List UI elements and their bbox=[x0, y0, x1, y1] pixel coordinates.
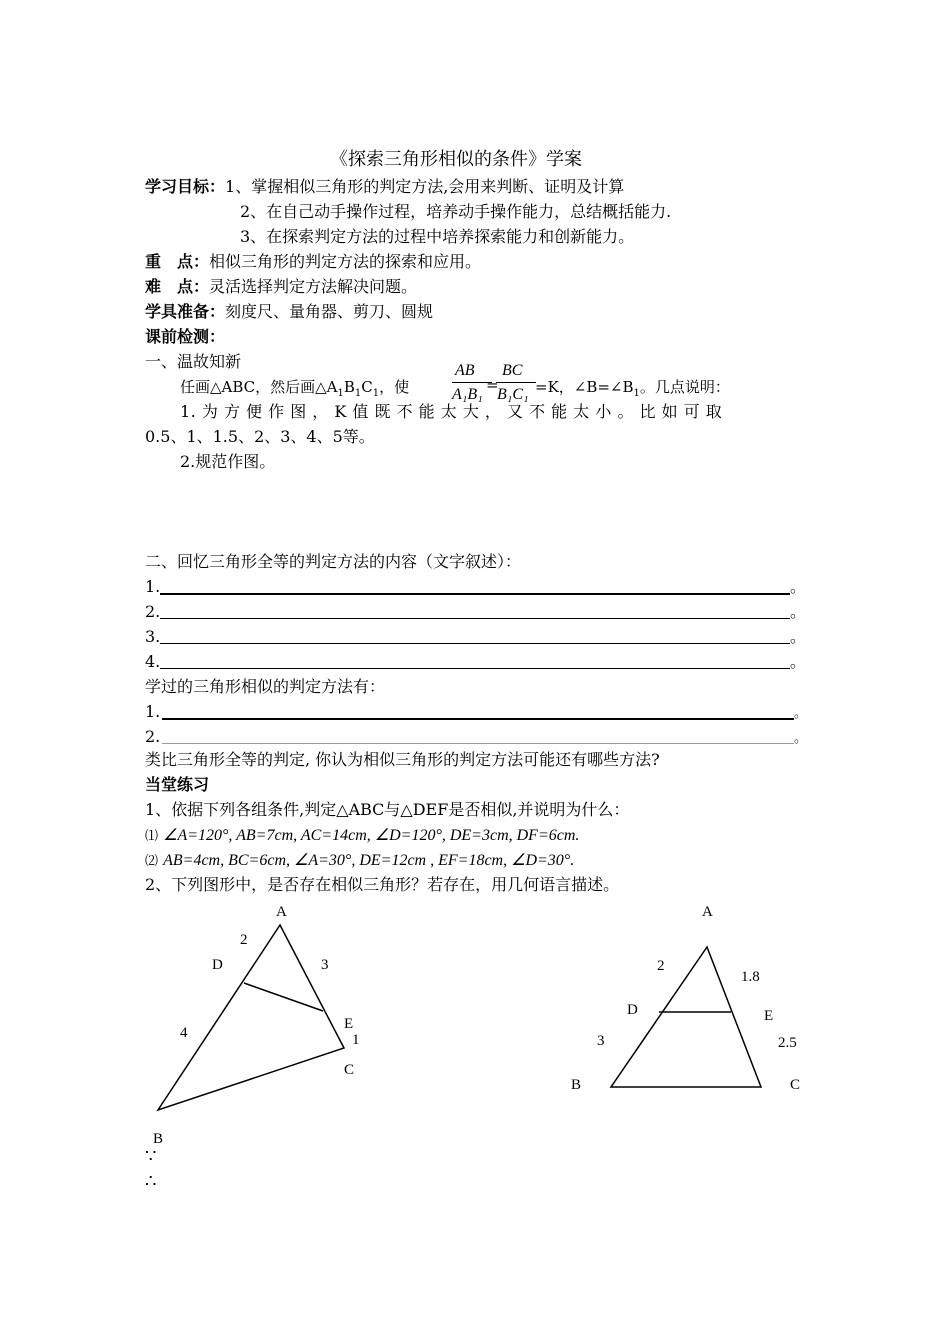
task-mid: ，使 bbox=[379, 378, 410, 396]
similar-heading: 学过的三角形相似的判定方法有： bbox=[145, 677, 386, 696]
frac1-den: A₁B₁ bbox=[452, 386, 483, 403]
frac-eq: = bbox=[486, 376, 499, 394]
fig2-label-ad: 2 bbox=[657, 958, 665, 974]
q1-1-text: ∠A=120°, AB=7cm, AC=14cm, ∠D=120°, DE=3cm, DF=6cm. bbox=[163, 827, 580, 844]
frac2-den: B₁C₁ bbox=[497, 386, 529, 403]
page-title: 《探索三角形相似的条件》学案 bbox=[330, 149, 582, 170]
review-heading: 一、温故知新 bbox=[145, 352, 242, 371]
q1-1-num: ⑴ bbox=[145, 829, 159, 844]
similar-period-1: 。 bbox=[794, 706, 808, 721]
congruence-item-1: 1. bbox=[145, 577, 161, 596]
period-2: 。 bbox=[790, 602, 807, 621]
tools-text: 刻度尺、量角器、剪刀、圆规 bbox=[225, 302, 434, 321]
congruence-item-4: 4. bbox=[145, 652, 161, 671]
therefore-symbol: ∴ bbox=[145, 1171, 157, 1192]
note1-line-b: 0.5、1、1.5、2、3、4、5等。 bbox=[145, 427, 375, 446]
practice-q1: 1、依据下列各组条件,判定△ABC与△DEF是否相似,并说明为什么： bbox=[145, 800, 630, 819]
fig2-label-a: A bbox=[702, 904, 713, 920]
fig1-label-b: B bbox=[153, 1131, 164, 1147]
goals-label: 学习目标： bbox=[145, 177, 226, 196]
because-symbol: ∵ bbox=[145, 1146, 157, 1167]
fig1-label-d: D bbox=[212, 957, 223, 973]
similar-item-2: 2. bbox=[145, 727, 161, 746]
difficulty-text: 灵活选择判定方法解决问题。 bbox=[209, 277, 418, 296]
task-end: 。几点说明： bbox=[639, 378, 730, 396]
frac2-num: BC bbox=[502, 362, 523, 379]
fig1-label-ec: 1 bbox=[352, 1032, 360, 1048]
goal-item-1: 1、掌握相似三角形的判定方法,会用来判断、证明及计算 bbox=[225, 177, 625, 196]
fig2-label-ae: 1.8 bbox=[741, 969, 760, 985]
fig2-label-ec: 2.5 bbox=[778, 1035, 797, 1051]
sub-b2: 1 bbox=[633, 388, 640, 399]
task-pre: 任画△ABC，然后画△A bbox=[180, 378, 338, 396]
q1-2-num: ⑵ bbox=[145, 854, 159, 869]
fig2-label-c: C bbox=[790, 1077, 801, 1093]
fig2-label-d: D bbox=[627, 1002, 638, 1018]
tools-label: 学具准备： bbox=[145, 302, 226, 321]
figure-1 bbox=[158, 925, 344, 1110]
fig1-label-db: 4 bbox=[180, 1025, 188, 1041]
fig2-label-b: B bbox=[571, 1077, 582, 1093]
similar-period-2: 。 bbox=[794, 731, 808, 746]
segment-de-1 bbox=[244, 983, 323, 1011]
key-point-label: 重 点： bbox=[145, 252, 210, 271]
b-letter: B bbox=[343, 378, 355, 396]
practice-q2: 2、下列图形中，是否存在相似三角形？若存在，用几何语言描述。 bbox=[145, 875, 620, 894]
fig1-label-e: E bbox=[344, 1016, 354, 1032]
fig1-label-a: A bbox=[276, 904, 287, 920]
practice-label: 当堂练习 bbox=[145, 775, 210, 794]
note2: 2.规范作图。 bbox=[180, 452, 276, 471]
fig1-label-c: C bbox=[344, 1062, 355, 1078]
difficulty-label: 难 点： bbox=[145, 277, 210, 296]
fig1-label-ae: 3 bbox=[321, 957, 329, 973]
c-letter: C bbox=[361, 378, 373, 396]
congruence-heading: 二、回忆三角形全等的判定方法的内容（文字叙述）： bbox=[145, 552, 522, 571]
sub-c: 1 bbox=[372, 388, 380, 399]
goal-item-3: 3、在探索判定方法的过程中培养探索能力和创新能力。 bbox=[240, 227, 635, 246]
congruence-item-3: 3. bbox=[145, 627, 161, 646]
goal-item-2: 2、在自己动手操作过程，培养动手操作能力，总结概括能力. bbox=[240, 202, 672, 221]
period-3: 。 bbox=[790, 627, 807, 646]
analogy-question: 类比三角形全等的判定, 你认为相似三角形的判定方法可能还有哪些方法? bbox=[145, 750, 660, 769]
sub-a: 1 bbox=[337, 388, 344, 399]
note1-line-a: 1. 为 方 便 作 图 ， K 值 既 不 能 太 大 ， 又 不 能 太 小 。 比 如 可 取 bbox=[180, 402, 723, 421]
q1-2-text: AB=4cm, BC=6cm, ∠A=30°, DE=12cm , EF=18cm, ∠D=30°. bbox=[163, 852, 575, 869]
fig1-label-ad: 2 bbox=[240, 932, 248, 948]
fig2-label-e: E bbox=[764, 1008, 774, 1024]
task-post: =K，∠B=∠B bbox=[535, 378, 634, 396]
frac1-num: AB bbox=[455, 362, 475, 379]
similar-item-1: 1. bbox=[145, 702, 161, 721]
triangle-abc-1 bbox=[158, 925, 344, 1110]
key-point-text: 相似三角形的判定方法的探索和应用。 bbox=[209, 252, 482, 271]
period-4: 。 bbox=[790, 652, 807, 671]
fig2-label-db: 3 bbox=[597, 1033, 605, 1049]
congruence-item-2: 2. bbox=[145, 602, 161, 621]
sub-b: 1 bbox=[354, 388, 362, 399]
pretest-label: 课前检测： bbox=[145, 327, 226, 346]
period-1: 。 bbox=[790, 577, 807, 596]
